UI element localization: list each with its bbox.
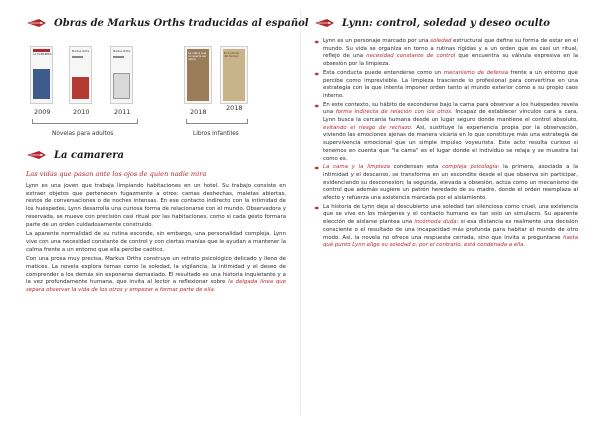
list-item: Esta conducta puede entenderse como un mecanismo de defensa frente a un entorno que percibe como imprevisible. La limpieza trasciende lo profesional para convertirse en una estrategia con la que intenta imponer orden tanto al mundo exterior como a su propio caos interno. (314, 70, 578, 101)
pen-bullet-icon (314, 104, 319, 108)
pen-bullet-icon (314, 40, 319, 44)
book-cover: El molinillo del tiempo (220, 46, 248, 104)
paragraph: Lynn es una joven que trabaja limpiando habitaciones en un hotel. Su trabajo consiste en extraer objetos que pertenecen fugazmente a otros: camas deshechas, maletas abiertas, restos de conversaciones o de noches intensas. En ese contacto indirecto con la intimidad de los huéspedes, Lynn desarrolla una curiosa forma de relacionarse con el mundo. Observadora y reservada, se mueve con precisión casi ritual por las habitaciones, como si cada gesto formara parte de un orden cuidadosamente construido. (26, 183, 286, 228)
paragraph: La aparente normalidad de su rutina esconde, sin embargo, una personalidad compleja. Lynn vive con una necesidad constante de control y con ciertas manías que le ayudan a mantener la calma frente a un entorno que ella percibe caótico. (26, 231, 286, 253)
book-cover: LA CAMARERA (30, 46, 53, 104)
pull-quote: Las vidas que pasan ante los ojos de quien nadie mira (26, 170, 207, 178)
pen-bullet-icon (314, 206, 319, 210)
list-item: Lynn es un personaje marcado por una soledad estructural que define su forma de estar en el mundo. Su vida se organiza en torno a rutinas rígidas y a un orden que es casi un ritual, reflejo de una necesidad constante de control que encuentra su válvula expresiva en la obsesión por la limpieza. (314, 38, 578, 69)
bracket-kids (186, 119, 248, 124)
group-label-adults: Novelas para adultos (52, 131, 114, 137)
paragraph: Con una prosa muy precisa, Markus Orths construye un retrato psicológico delicado y lleno de matices. La novela explora temas como la soledad, la vigilancia, la intimidad y el deseo de comprender a los demás sin exponerse demasiado. El resultado es una historia inquietante y a la vez profundamente humana, que invita al lector a reflexionar sobre la delgada línea que separa observar la vida de los otros y empezar a formar parte de ella. (26, 256, 286, 294)
book-gallery (26, 38, 286, 146)
book-year: 2009 (34, 108, 51, 116)
list-item: En este contexto, su hábito de esconderse bajo la cama para observar a los huéspedes revela una forma indirecta de relación con los otros. Incapaz de establecer vínculos cara a cara, Lynn busca la cercanía humana desde un lugar seguro donde mantiene el control absoluto, evitando el riesgo de rechazo. Así, sustituye la experiencia propia por la observación, viviendo las emociones ajenas de manera vicaria en lo que constituye más una estrategia de supervivencia emocional que un simple impulso voyeurista. Este acto resulta curioso si tenemos en cuenta que "la cama" es el lugar donde el individuo se relaja y se muestra tal como es. (314, 102, 578, 164)
book-cover: Markus Orths (69, 46, 92, 104)
section-heading-novel (26, 146, 286, 164)
fountain-pen-icon (26, 148, 48, 162)
book-cover: La cabra que no quería ser cabra (184, 46, 212, 104)
book-year: 2018 (190, 108, 207, 116)
section-title: Lynn: control, soledad y deseo oculto (342, 17, 550, 29)
list-item: La cama y la limpieza condensan esta compleja psicología: la primera, asociada a la intimidad y el descanso, se transforma en un escondite desde el que observa sin participar, evidenciando su desconexión; la segunda, elevada a obsesión, actúa como un mecanismo de control que además sugiere un patrón heredado de su madre, donde el orden reemplaza al afecto y refuerza una existencia marcada por el aislamiento. (314, 164, 578, 203)
section-heading-works (26, 14, 309, 32)
bracket-adults (32, 119, 138, 124)
analysis-list (314, 38, 578, 250)
book-year: 2010 (73, 108, 90, 116)
fountain-pen-icon (314, 16, 336, 30)
section-title: Obras de Markus Orths traducidas al español (54, 17, 309, 29)
book-year: 2018 (226, 104, 243, 112)
fountain-pen-icon (26, 16, 48, 30)
list-item: La historia de Lynn deja al descubierto una soledad tan silenciosa como cruel, una existencia que se vive en los márgenes y el contacto humano es tan solo un simulacro. Su aparente elección de aislarse plantea una incómoda duda: si esa distancia es realmente una decisión consciente o el resultado de una incapacidad más profunda para habitar el mundo de otro modo. Así, la novela no ofrece una respuesta cerrada, sino que invita a preguntarse hasta qué punto Lynn elige su soledad o, por el contrario, está condenada a ella. (314, 204, 578, 250)
section-title: La camarera (54, 149, 124, 161)
book-year: 2011 (114, 108, 131, 116)
pen-bullet-icon (314, 166, 319, 170)
pen-bullet-icon (314, 72, 319, 76)
section-heading-analysis (314, 14, 578, 32)
group-label-kids: Libros infantiles (193, 131, 239, 137)
right-page (300, 0, 600, 425)
book-cover: Markus Orths (110, 46, 133, 104)
